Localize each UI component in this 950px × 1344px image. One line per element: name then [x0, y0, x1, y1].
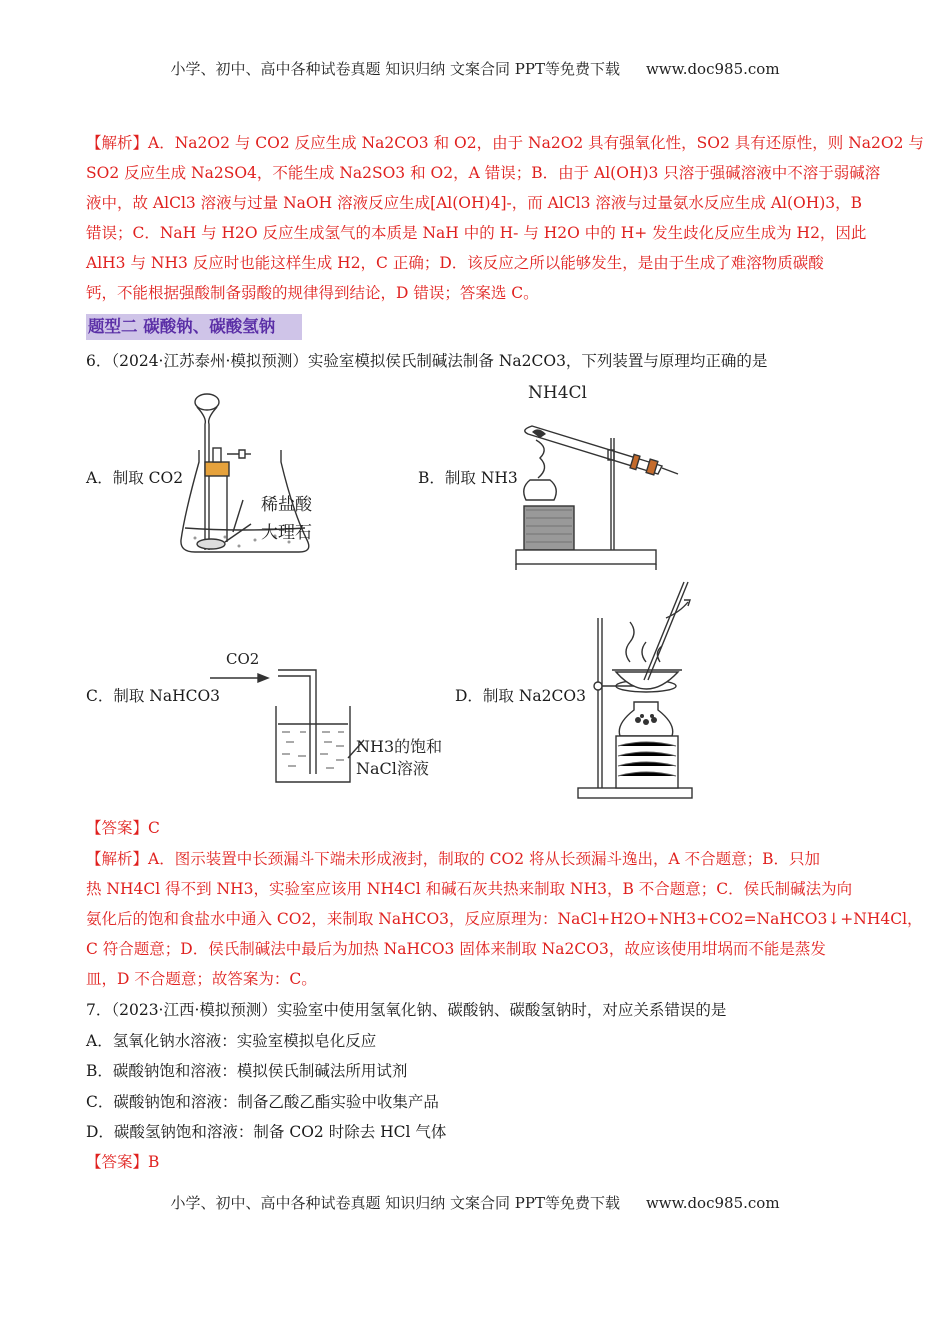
label-marble: 大理石 — [261, 523, 312, 543]
label-nacl-solution: NaCl溶液 — [356, 759, 429, 778]
q7-option-b: B．碳酸钠饱和溶液：模拟侯氏制碱法所用试剂 — [86, 1062, 408, 1080]
label-co2: CO2 — [226, 650, 260, 668]
prev-analysis-line-1: 【解析】A．Na2O2 与 CO2 反应生成 Na2CO3 和 O2，由于 Na2O2 具有强氧化性，SO2 具有还原性，则 Na2O2 与 — [86, 134, 924, 152]
q6-analysis-line-2: 热 NH4Cl 得不到 NH3，实验室应该用 NH4Cl 和碱石灰共热来制取 NH3，B 不合题意；C．侯氏制碱法为向 — [86, 880, 853, 898]
q7-option-a: A．氢氧化钠水溶液：实验室模拟皂化反应 — [86, 1032, 377, 1050]
q6-option-d: D．制取 Na2CO3 — [455, 687, 586, 705]
header-text: 小学、初中、高中各种试卷真题 知识归纳 文案合同 PPT等免费下载 — [170, 60, 620, 78]
section-title: 题型二 碳酸钠、碳酸氢钠 — [86, 314, 302, 340]
header-url[interactable]: www.doc985.com — [645, 60, 780, 78]
footer-url[interactable]: www.doc985.com — [645, 1194, 780, 1212]
prev-analysis-line-4: 错误；C．NaH 与 H2O 反应生成氢气的本质是 NaH 中的 H- 与 H2O 中的 H+ 发生歧化反应生成为 H2，因此 — [86, 224, 867, 242]
label-dilute-hcl: 稀盐酸 — [261, 495, 312, 515]
figure-d-evaporating-dish — [576, 578, 706, 804]
prev-analysis-line-3: 液中，故 AlCl3 溶液与过量 NaOH 溶液反应生成[Al(OH)4]-，而 AlCl3 溶液与过量氨水反应生成 Al(OH)3，B — [86, 194, 863, 212]
prev-analysis-line-6: 钙，不能根据强酸制备弱酸的规律得到结论，D 错误；答案选 C。 — [86, 284, 539, 302]
q6-option-a: A．制取 CO2 — [86, 469, 184, 487]
figure-b-nh3-heating — [510, 378, 690, 578]
q7-option-c: C．碳酸钠饱和溶液：制备乙酸乙酯实验中收集产品 — [86, 1093, 439, 1111]
q6-option-b: B．制取 NH3 — [418, 469, 518, 487]
q6-analysis-line-5: 皿，D 不合题意；故答案为：C。 — [86, 970, 317, 988]
page-footer — [0, 1192, 950, 1213]
q6-stem: 6．（2024·江苏泰州·模拟预测）实验室模拟侯氏制碱法制备 Na2CO3，下列装置与原理均正确的是 — [86, 352, 768, 370]
footer-text: 小学、初中、高中各种试卷真题 知识归纳 文案合同 PPT等免费下载 — [170, 1194, 620, 1212]
prev-analysis-line-5: AlH3 与 NH3 反应时也能这样生成 H2，C 正确；D．该反应之所以能够发生，是由于生成了难溶物质碳酸 — [86, 254, 824, 272]
q6-analysis-line-3: 氨化后的饱和食盐水中通入 CO2，来制取 NaHCO3，反应原理为：NaCl+H2O+NH3+CO2=NaHCO3↓+NH4Cl， — [86, 910, 923, 928]
label-nh4cl: NH4Cl — [528, 383, 587, 403]
q7-stem: 7．（2023·江西·模拟预测）实验室中使用氢氧化钠、碳酸钠、碳酸氢钠时，对应关系错误的是 — [86, 1001, 727, 1019]
q7-option-d: D．碳酸氢钠饱和溶液：制备 CO2 时除去 HCl 气体 — [86, 1123, 447, 1141]
q6-option-c: C．制取 NaHCO3 — [86, 687, 221, 705]
q6-analysis-line-4: C 符合题意；D．侯氏制碱法中最后为加热 NaHCO3 固体来制取 Na2CO3，故应该使用坩埚而不能是蒸发 — [86, 940, 826, 958]
figure-c-nahco3 — [210, 648, 460, 788]
label-saturated-solution: NH3的饱和 — [356, 737, 443, 756]
q6-answer: 【答案】C — [86, 819, 160, 837]
page-header — [0, 58, 950, 79]
q7-answer: 【答案】B — [86, 1153, 160, 1171]
q6-analysis-line-1: 【解析】A．图示装置中长颈漏斗下端未形成液封，制取的 CO2 将从长颈漏斗逸出，A 不合题意；B．只加 — [86, 850, 821, 868]
prev-analysis-line-2: SO2 反应生成 Na2SO4，不能生成 Na2SO3 和 O2，A 错误；B．由于 Al(OH)3 只溶于强碱溶液中不溶于弱碱溶 — [86, 164, 881, 182]
figure-a-co2-generator — [175, 392, 335, 560]
